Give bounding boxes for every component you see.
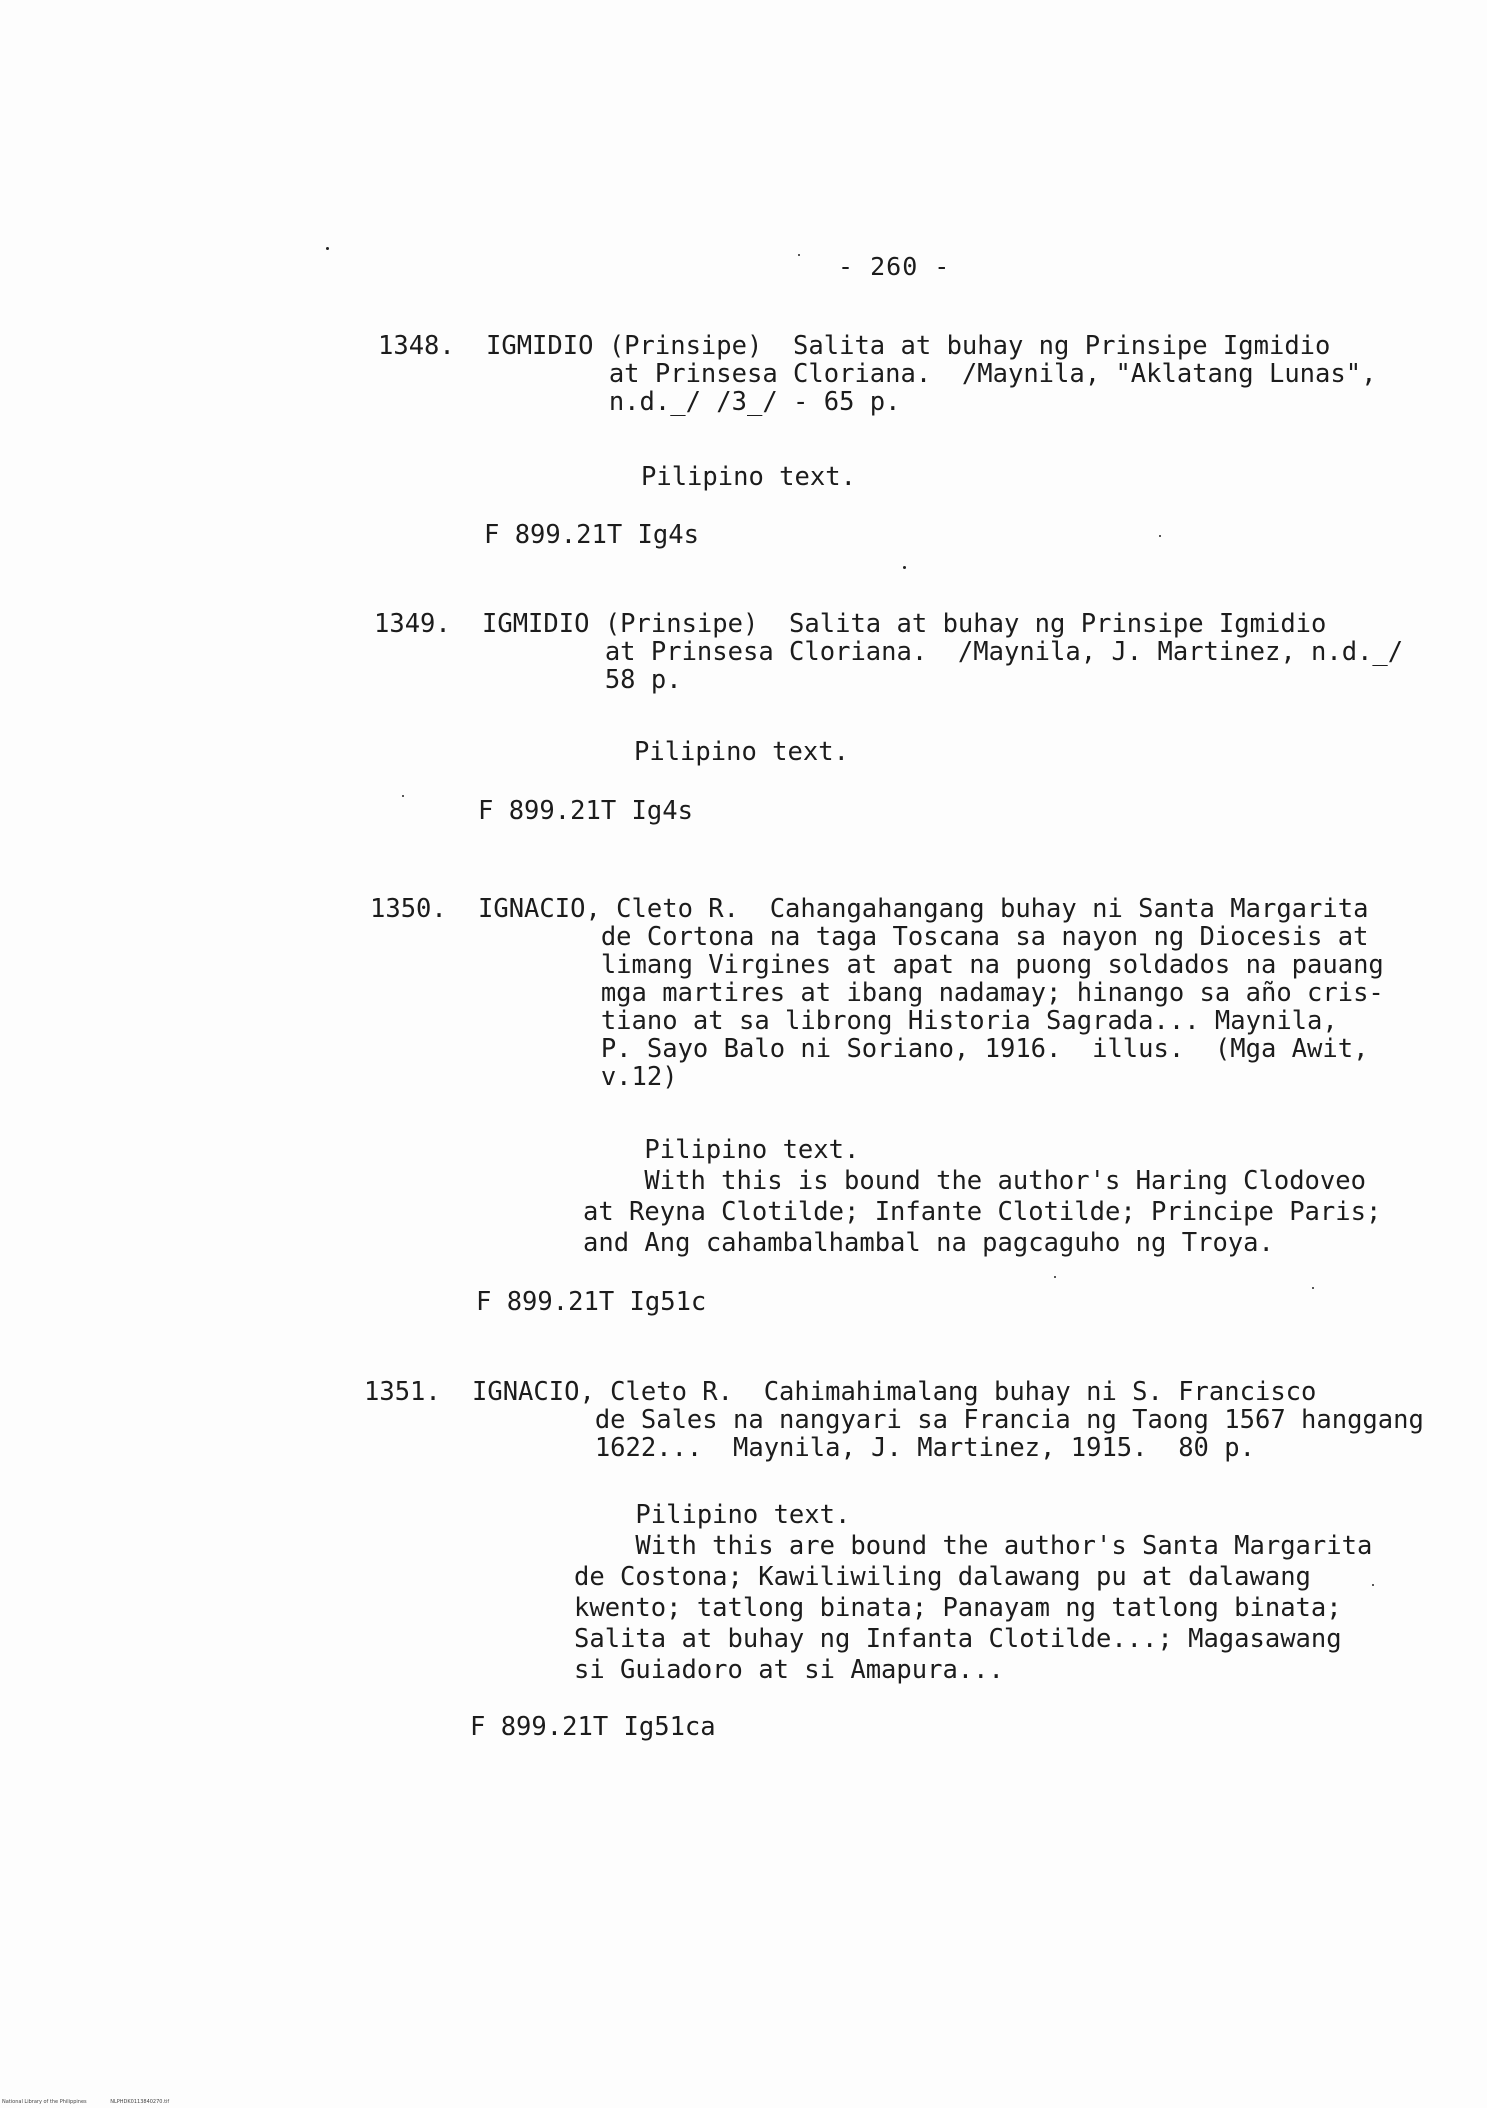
entry-number: 1350. [370, 894, 447, 924]
call-number: F 899.21T Ig51ca [470, 1712, 716, 1742]
scan-speck [798, 254, 800, 256]
scan-speck [903, 566, 906, 569]
page-number: - 260 - [838, 252, 951, 281]
entry-note: Pilipino text. With this is bound the author's Haring Clodoveo at Reyna Clotilde; Infante Clotilde; Principe Paris; and Ang cahambalhambal na pagcaguho ng Troya. [583, 1135, 1382, 1258]
entry-number: 1348. [378, 331, 455, 361]
scan-speck [1159, 535, 1161, 537]
scan-speck [1372, 1584, 1374, 1586]
scan-footer [2, 2099, 191, 2105]
scan-speck [326, 247, 329, 250]
scan-speck [402, 795, 404, 797]
call-number: F 899.21T Ig4s [484, 520, 699, 550]
scan-speck [1312, 1287, 1314, 1289]
catalog-entry [374, 609, 1404, 710]
entry-citation: IGMIDIO (Prinsipe) Salita at buhay ng Prinsipe Igmidio at Prinsesa Cloriana. /Maynila, "Aklatang Lunas", n.d._/ /3_/ - 65 p. [486, 331, 1377, 417]
call-number: F 899.21T Ig4s [478, 796, 693, 826]
footer-filename: NLPHDK0113840270.tif [110, 2099, 170, 2105]
entry-number: 1351. [364, 1377, 441, 1407]
entry-note: Pilipino text. With this are bound the author's Santa Margarita de Costona; Kawiliwiling dalawang pu at dalawang kwento; tatlong binata; Panayam ng tatlong binata; Salita at buhay ng Infanta Clotilde...; Magasawang si Guiadoro at si Amapura... [574, 1500, 1373, 1685]
catalog-entry [370, 895, 1390, 1105]
catalog-entry [364, 1377, 1424, 1468]
entry-citation: IGNACIO, Cleto R. Cahangahangang buhay ni Santa Margarita de Cortona na taga Toscana sa nayon ng Diocesis at limang Virgines at apat na puong soldados na pauang mga martires at ibang nadamay; hinango sa año cris- tiano at sa librong Historia Sagrada... Maynila, P. Sayo Balo ni Soriano, 1916. illus. (Mga Awit, v.12) [478, 894, 1384, 1092]
entry-note: Pilipino text. [641, 462, 856, 492]
entry-note: Pilipino text. [634, 737, 849, 767]
entry-citation: IGNACIO, Cleto R. Cahimahimalang buhay ni S. Francisco de Sales na nangyari sa Francia ng Taong 1567 hanggang 1622... Maynila, J. Martinez, 1915. 80 p. [472, 1377, 1424, 1463]
call-number: F 899.21T Ig51c [476, 1287, 707, 1317]
scan-speck [1054, 1276, 1056, 1278]
entry-number: 1349. [374, 609, 451, 639]
catalog-entry [378, 332, 1378, 442]
footer-library: National Library of the Philippines [2, 2099, 87, 2105]
entry-citation: IGMIDIO (Prinsipe) Salita at buhay ng Prinsipe Igmidio at Prinsesa Cloriana. /Maynila, J. Martinez, n.d._/ 58 p. [482, 609, 1404, 695]
